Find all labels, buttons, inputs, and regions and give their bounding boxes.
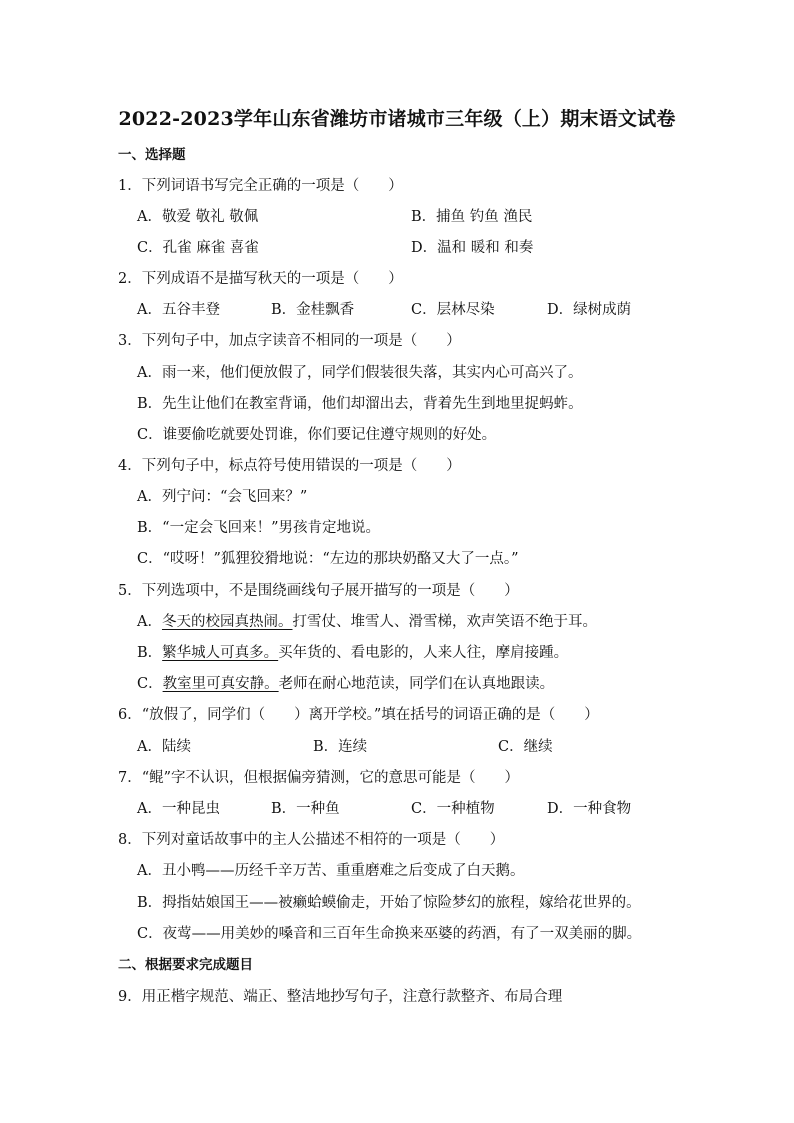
question-3-stem: 3．下列句子中，加点字读音不相同的一项是（ ） [118,333,461,349]
question-1-option-a: A．敬爱 敬礼 敬佩 [137,209,259,225]
underlined-sentence: 繁华城人可真多。 [162,645,279,661]
question-4-stem: 4．下列句子中，标点符号使用错误的一项是（ ） [118,458,461,474]
question-8-option-a: A．丑小鸭——历经千辛万苦、重重磨难之后变成了白天鹅。 [137,863,525,879]
question-7-option-a: A．一种昆虫 [137,801,220,817]
question-2-option-d: D．绿树成荫 [547,302,632,318]
section-heading-choice: 一、选择题 [118,147,186,163]
exam-title: 2022-2023学年山东省潍坊市诸城市三年级（上）期末语文试卷 [118,108,676,130]
question-7-option-d: D．一种食物 [547,801,632,817]
option-text: 打雪仗、堆雪人、滑雪梯，欢声笑语不绝于耳。 [292,614,597,630]
question-6-option-c: C．继续 [498,739,553,755]
question-3-option-b: B．先生让他们在教室背诵，他们却溜出去，背着先生到地里捉蚂蚱。 [137,396,583,412]
option-label: C． [137,676,163,692]
option-label: B． [137,645,163,661]
question-7-option-c: C．一种植物 [411,801,495,817]
question-7-option-b: B．一种鱼 [271,801,340,817]
question-4-option-b: B．“一定会飞回来！”男孩肯定地说。 [137,520,380,536]
question-2-option-a: A．五谷丰登 [137,302,220,318]
question-7-stem: 7．“鲲”字不认识，但根据偏旁猜测，它的意思可能是（ ） [118,770,520,786]
question-6-option-a: A．陆续 [137,739,191,755]
question-4-option-a: A．列宁问：“会飞回来？” [137,489,308,505]
option-label: A． [137,614,162,630]
question-5-stem: 5．下列选项中，不是围绕画线句子展开描写的一项是（ ） [118,583,519,599]
question-5-option-a [137,612,597,632]
question-3-option-a: A．雨一来，他们便放假了，同学们假装很失落，其实内心可高兴了。 [137,365,583,381]
question-6-option-b: B．连续 [313,739,368,755]
question-1-option-d: D．温和 暖和 和奏 [411,240,534,256]
question-8-option-b: B．拇指姑娘国王——被癞蛤蟆偷走，开始了惊险梦幻的旅程，嫁给花世界的。 [137,895,641,911]
question-1-option-b: B．捕鱼 钓鱼 渔民 [411,209,533,225]
underlined-sentence: 教室里可真安静。 [162,676,279,692]
question-1-stem: 1．下列词语书写完全正确的一项是（ ） [118,178,403,194]
question-4-option-c: C．“哎呀！”狐狸狡猾地说：“左边的那块奶酪又大了一点。” [137,551,519,567]
question-9-stem: 9．用正楷字规范、端正、整洁地抄写句子，注意行款整齐、布局合理 [118,989,563,1005]
question-1-option-c: C．孔雀 麻雀 喜雀 [137,240,259,256]
question-5-option-b [137,643,568,663]
question-8-stem: 8．下列对童话故事中的主人公描述不相符的一项是（ ） [118,832,505,848]
option-text: 买年货的、看电影的，人来人往，摩肩接踵。 [278,645,569,661]
question-6-stem: 6．“放假了，同学们（ ）离开学校。”填在括号的词语正确的是（ ） [118,707,599,723]
section-heading-tasks: 二、根据要求完成题目 [118,957,253,973]
question-2-option-c: C．层林尽染 [411,302,495,318]
question-8-option-c: C．夜莺——用美妙的嗓音和三百年生命换来巫婆的药酒，有了一双美丽的脚。 [137,926,642,942]
underlined-sentence: 冬天的校园真热闹。 [161,614,293,630]
question-2-option-b: B．金桂飘香 [271,302,355,318]
question-2-stem: 2．下列成语不是描写秋天的一项是（ ） [118,271,403,287]
question-3-option-c: C．谁要偷吃就要处罚谁，你们要记住遵守规则的好处。 [137,427,497,443]
option-text: 老师在耐心地范读，同学们在认真地跟读。 [278,676,555,692]
question-5-option-c [137,674,554,694]
